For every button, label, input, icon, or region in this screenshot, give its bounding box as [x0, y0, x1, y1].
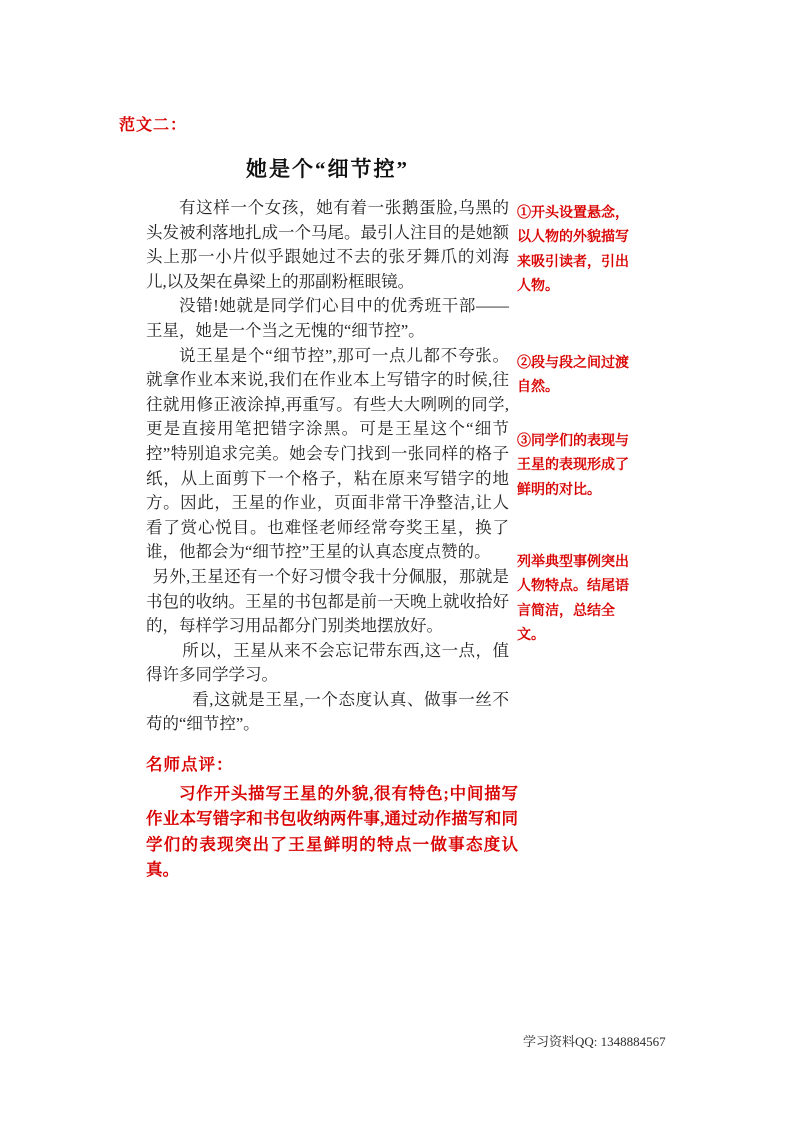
teacher-margin-note-3: ③同学们的表现与王星的表现形成了鲜明的对比。 [517, 434, 629, 498]
essay-paragraph-3: 说王星是个“细节控”,那可一点儿都不夸张。就拿作业本来说,我们在作业本上写错字的时候,往往就用修正液涂掉,再重写。有些大大咧咧的同学,更是直接用笔把错字涂黑。可是王星这个“细节控”特别追求完美。她会专门找到一张同样的格子纸，从上面剪下一个格子，粘在原来写错字的地方。因此，王星的作业，页面非常干净整洁,让人看了赏心悦目。也难怪老师经常夸奖王星，换了谁，他都会为“细节控”王星的认真态度点赞的。 [146, 345, 509, 562]
teacher-margin-note-1: ①开头设置悬念，以人物的外貌描写来吸引读者，引出人物。 [517, 206, 629, 295]
footer-contact-info: 学习资料QQ: 1348884567 [523, 1034, 666, 1049]
essay-paragraph-5: 所以，王星从来不会忘记带东西,这一点，值得许多同学学习。 [146, 640, 509, 685]
essay-paragraph-2: 没错!她就是同学们心目中的优秀班干部——王星，她是一个当之无愧的“细节控”。 [146, 296, 509, 340]
teacher-comment-body: 习作开头描写王星的外貌,很有特色;中间描写作业本写错字和书包收纳两件事,通过动作描写和同学们的表现突出了王星鲜明的特点一做事态度认真。 [146, 783, 518, 879]
essay-paragraph-4: 另外,王星还有一个好习惯令我十分佩服，那就是书包的收纳。王星的书包都是前一天晚上就收拾好的，每样学习用品都分门别类地摆放好。 [146, 566, 509, 636]
teacher-margin-note-2: ②段与段之间过渡自然。 [517, 356, 629, 396]
essay-body [146, 196, 509, 737]
teacher-margin-note-4: 列举典型事例突出人物特点。结尾语言简洁，总结全文。 [517, 555, 629, 644]
sample-essay-label: 范文二： [119, 117, 188, 134]
teacher-comment-heading: 名师点评： [146, 755, 234, 774]
essay-paragraph-6: 看,这就是王星,一个态度认真、做事一丝不苟的“细节控”。 [146, 689, 509, 734]
essay-paragraph-1: 有这样一个女孩，她有着一张鹅蛋脸,乌黑的头发被利落地扎成一个马尾。最引人注目的是她额头上那一小片似乎跟她过不去的张牙舞爪的刘海儿,以及架在鼻梁上的那副粉框眼镜。 [146, 198, 509, 291]
teacher-comment-section [146, 752, 518, 883]
essay-title: 她是个“细节控” [246, 157, 409, 181]
